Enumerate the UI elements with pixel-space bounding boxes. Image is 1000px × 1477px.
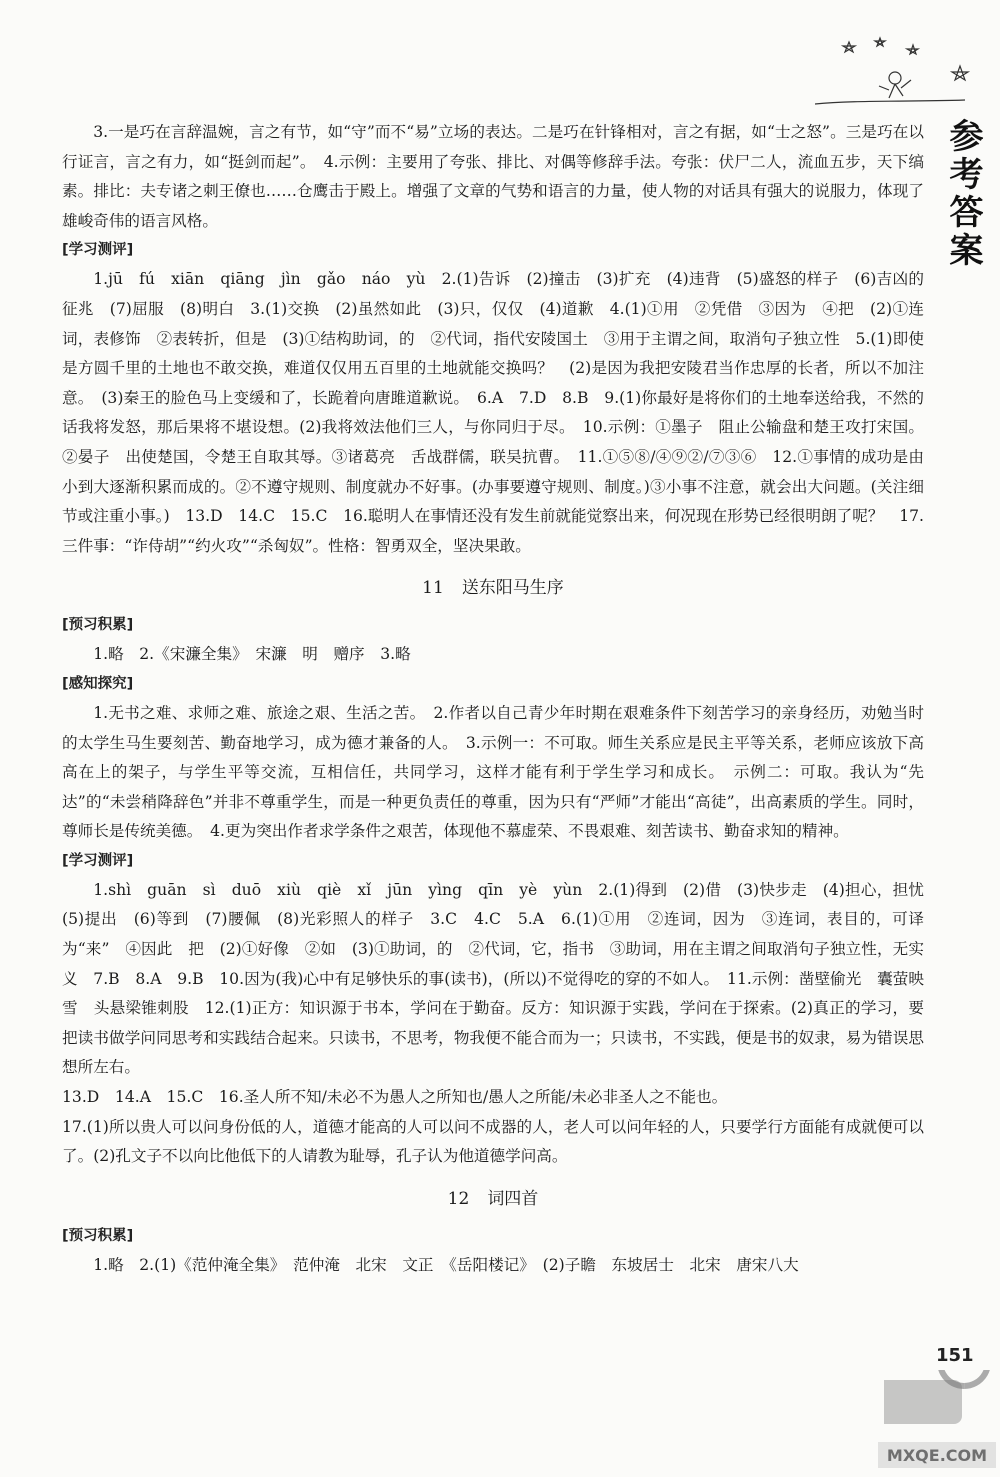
answer-paragraph: 3.一是巧在言辞温婉，言之有节，如“守”而不“易”立场的表达。二是巧在针锋相对，言之有据，如“士之怒”。三是巧在以行证言，言之有力，如“挺剑而起”。 4.示例：主要用了夸张、排比、对偶等修辞手法。夸张：伏尸二人，流血五步，天下缟素。排比：夫专诸之刺王僚也……仓鹰击于殿上。增强了文章的气势和语言的力量，使人物的对话具有强大的说服力，体现了雄峻奇伟的语言风格。: [62, 123, 924, 230]
subsection-tag: [预习积累]: [62, 617, 134, 634]
watermark-logo: [878, 1370, 996, 1474]
answer-content: [62, 118, 940, 1280]
star-icon: [843, 42, 855, 52]
subsection-tag: [学习测评]: [62, 242, 134, 259]
page-number: 151: [936, 1345, 974, 1366]
section-heading: [62, 571, 924, 605]
star-icon: [875, 38, 885, 46]
section-number: 11: [422, 578, 444, 599]
subsection-tag: [感知探究]: [62, 675, 134, 692]
section-heading: [62, 1182, 924, 1216]
answer-paragraph: 1.jū fú xiān qiāng jìn gǎo náo yù 2.(1)告诉 (2)撞击 (3)扩充 (4)违背 (5)盛怒的样子 (6)吉凶的征兆 (7)屈服 (8)明白 3.(1)交换 (2)虽然如此 (3)只，仅仅 (4)道歉 4.(1)①用 ②凭借 ③因为 ④把 (2)①连词，表修饰 ②表转折，但是 (3)①结构助词，的 ②代词，指代安陵国土 ③用于主谓之间，取消句子独立性 5.(1)即使是方圆千里的土地也不敢交换，难道仅仅用五百里的土地就能交换吗？ (2)是因为我把安陵君当作忠厚的长者，所以不加注意。 (3)秦王的脸色马上变缓和了，长跪着向唐雎道歉说。 6.A 7.D 8.B 9.(1)你最好是将你们的土地奉送给我，不然的话我将发怒，那后果将不堪设想。(2)我将效法他们三人，与你同归于尽。 10.示例：①墨子 阻止公输盘和楚王攻打宋国。②晏子 出使楚国，令楚王自取其辱。③诸葛亮 舌战群儒，联吴抗曹。 11.①⑤⑧/④⑨②/⑦③⑥ 12.①事情的成功是由小到大逐渐积累而成的。②不遵守规则、制度就办不好事。(办事要遵守规则、制度。)③小事不注意，就会出大问题。(关注细节或注重小事。) 13.D 14.C 15.C 16.聪明人在事情还没有发生前就能觉察出来，何况现在形势已经很明朗了呢？ 17.三件事：“诈侍胡”“约火攻”“杀匈奴”。性格：智勇双全，坚决果敢。: [62, 270, 924, 555]
answer-paragraph: 1.无书之难、求师之难、旅途之艰、生活之苦。 2.作者以自己青少年时期在艰难条件下刻苦学习的亲身经历，劝勉当时的太学生马生要刻苦、勤奋地学习，成为德才兼备的人。 3.示例一：不可取。师生关系应是民主平等关系，老师应该放下高高在上的架子，与学生平等交流，互相信任，共同学习，这样才能有利于学生学习和成长。 示例二：可取。我认为“先达”的“未尝稍降辞色”并非不尊重学生，而是一种更负责任的尊重，因为只有“严师”才能出“高徒”，出高素质的学生。同时，尊师长是传统美德。 4.更为突出作者求学条件之艰苦，体现他不慕虚荣、不畏艰难、刻苦读书、勤奋求知的精神。: [62, 703, 924, 841]
answer-paragraph: 1.shì guān sì duō xiù qiè xǐ jūn yìng qīn yè yùn 2.(1)得到 (2)借 (3)快步走 (4)担心，担忧 (5)提出 (6)等到 (7)腰佩 (8)光彩照人的样子 3.C 4.C 5.A 6.(1)①用 ②连词，因为 ③连词，表目的，可译为“来” ④因此 把 (2)①好像 ②如 (3)①助词，的 ②代词，它，指书 ③助词，用在主谓之间取消句子独立性，无实义 7.B 8.A 9.B 10.因为(我)心中有足够快乐的事(读书)，(所以)不觉得吃的穿的不如人。 11.示例：凿壁偷光 囊萤映雪 头悬梁锥刺股 12.(1)正方：知识源于书本，学问在于勤奋。反方：知识源于实践，学问在于探索。(2)真正的学习，要把读书做学问同思考和实践结合起来。只读书，不思考，物我便不能合而为一；只读书，不实践，便是书的奴隶，易为错误思想所左右。: [62, 880, 940, 1077]
star-icon: [952, 66, 968, 80]
side-title: 参考答案: [943, 118, 983, 270]
answer-paragraph: 1.略 2.(1)《范仲淹全集》 范仲淹 北宋 文正 《岳阳楼记》 (2)子瞻 东坡居士 北宋 唐宋八大: [93, 1255, 799, 1274]
star-icon: [907, 45, 918, 54]
subsection-tag: [学习测评]: [62, 852, 134, 869]
svg-text:MXQE.COM: MXQE.COM: [886, 1446, 988, 1465]
answer-paragraph: 1.略 2.《宋濂全集》 宋濂 明 赠序 3.略: [93, 645, 411, 664]
star-doodle-decoration: [815, 30, 995, 110]
answer-paragraph: 17.(1)所以贵人可以问身份低的人，道德才能高的人可以问不成器的人，老人可以问年轻的人，只要学行方面能有成就便可以了。(2)孔文子不以向比他低下的人请教为耻辱，孔子认为他道德学问高。: [62, 1117, 924, 1166]
answer-logo-graphic: [878, 1370, 996, 1468]
answer-paragraph: 13.D 14.A 15.C 16.圣人所不知/未必不为愚人之所知也/愚人之所能/未必非圣人之不能也。: [62, 1088, 728, 1107]
section-title: 词四首: [487, 1188, 539, 1209]
section-title: 送东阳马生序: [461, 578, 564, 599]
section-number: 12: [447, 1188, 470, 1209]
subsection-tag: [预习积累]: [62, 1227, 134, 1244]
